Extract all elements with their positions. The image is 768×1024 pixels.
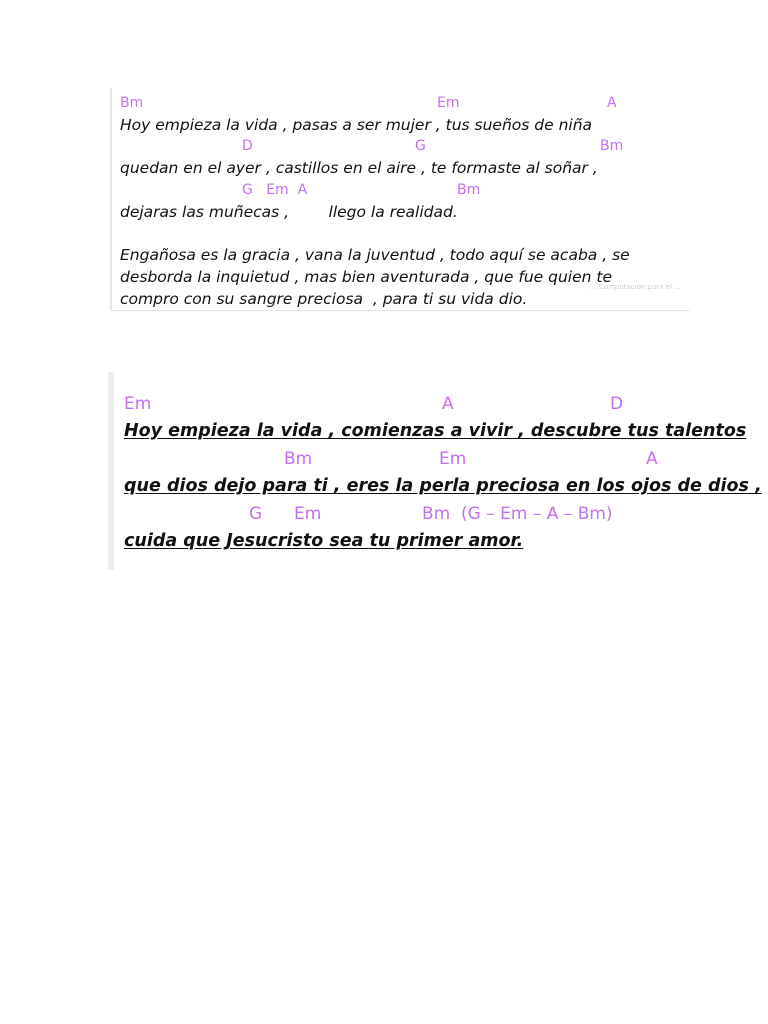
chord: A	[607, 95, 617, 111]
watermark-text: ... Computación para el ...	[590, 283, 681, 291]
paragraph-line: compro con su sangre preciosa , para ti su vida dio.	[120, 290, 528, 308]
lyric-line: Hoy empieza la vida , comienzas a vivir , descubre tus talentos	[124, 421, 747, 441]
chord: G	[415, 138, 426, 154]
chord: G	[249, 504, 263, 524]
chord: G Em A	[242, 182, 308, 198]
chord: D	[610, 394, 624, 414]
chord: Bm	[457, 182, 481, 198]
chord: D	[242, 138, 253, 154]
chord: A	[442, 394, 454, 414]
lyric-line: dejaras las muñecas , llego la realidad.	[120, 203, 458, 221]
paragraph-line: Engañosa es la gracia , vana la juventud , todo aquí se acaba , se	[120, 246, 630, 264]
lyric-line: que dios dejo para ti , eres la perla preciosa en los ojos de dios ,	[124, 476, 762, 496]
chord: Bm	[120, 95, 144, 111]
chord: Em	[439, 449, 467, 469]
chord: Em	[294, 504, 322, 524]
lyrics-block-1	[110, 88, 690, 311]
chord: Bm	[284, 449, 313, 469]
lyric-line: Hoy empieza la vida , pasas a ser mujer , tus sueños de niña	[120, 116, 593, 134]
chord: Bm (G – Em – A – Bm)	[422, 504, 613, 524]
lyric-line: quedan en el ayer , castillos en el aire , te formaste al soñar ,	[120, 159, 598, 177]
chord: Em	[124, 394, 152, 414]
chord: Em	[437, 95, 460, 111]
chord: A	[646, 449, 658, 469]
chord: Bm	[600, 138, 624, 154]
lyric-line: cuida que Jesucristo sea tu primer amor.	[124, 531, 524, 551]
paragraph-line: desborda la inquietud , mas bien aventurada , que fue quien te	[120, 268, 612, 286]
lyrics-block-2	[108, 372, 762, 570]
